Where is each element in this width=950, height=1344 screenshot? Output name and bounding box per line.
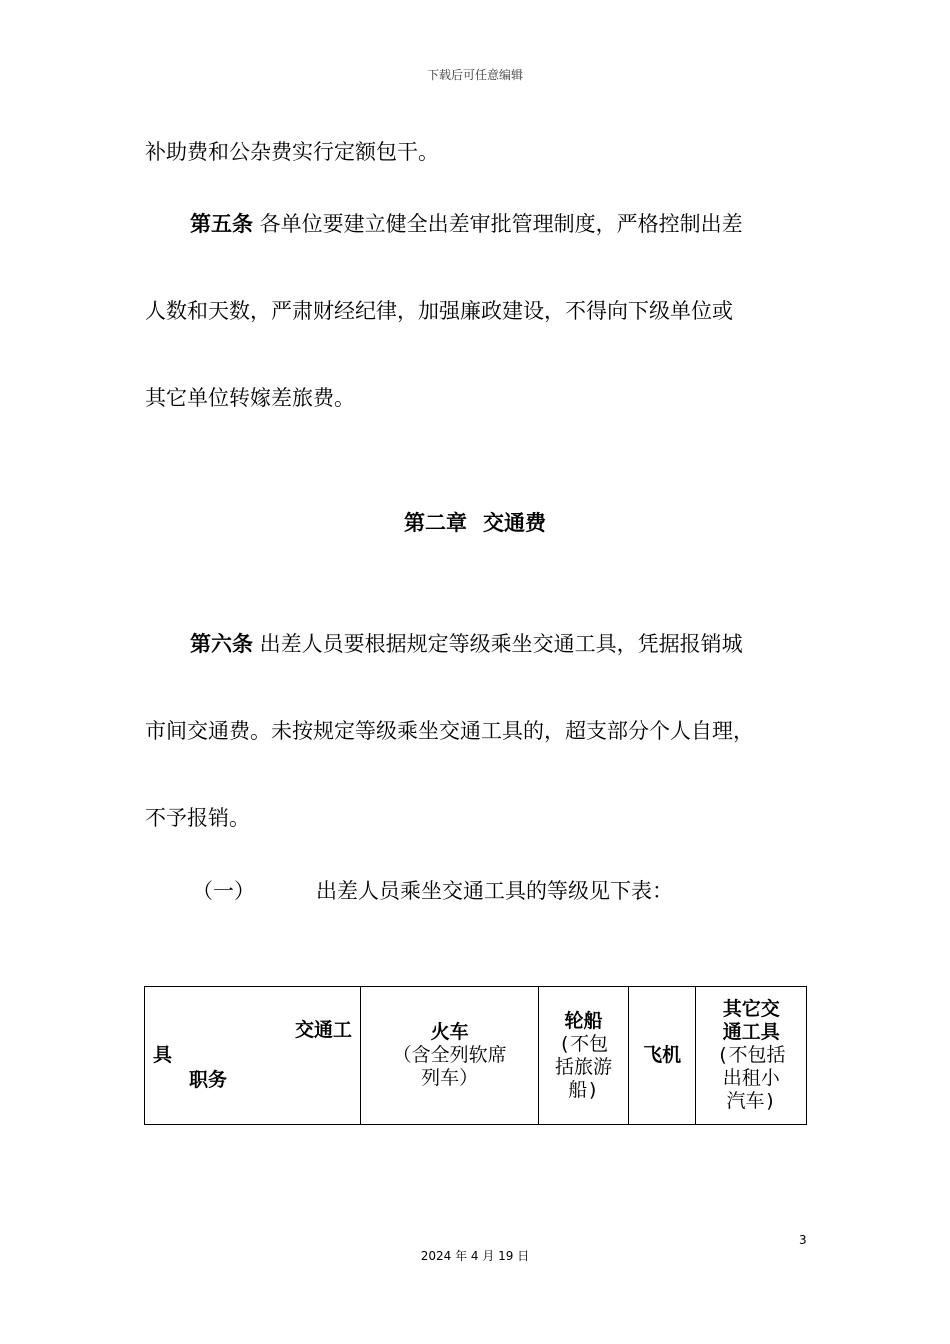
ship-note-2: 括旅游 [554, 1055, 612, 1078]
chapter-name: 交通费 [483, 511, 546, 535]
ship-header-cell [539, 987, 629, 1125]
article-6-text-1: 出差人员要根据规定等级乘坐交通工具，凭据报销城 [253, 632, 743, 656]
other-title-2: 通工具 [722, 1021, 780, 1043]
corner-label-transport: 交通工 [294, 1019, 352, 1041]
other-title-1: 其它交 [722, 998, 780, 1020]
corner-label-transport-end: 具 [153, 1044, 173, 1066]
article-5-line-3: 其它单位转嫁差旅费。 [145, 386, 355, 410]
train-title: 火车 [430, 1021, 469, 1043]
chapter-number: 第二章 [404, 511, 467, 535]
article-6-line-2: 市间交通费。未按规定等级乘坐交通工具的，超支部分个人自理， [145, 719, 754, 743]
train-note-2: 列车） [421, 1067, 479, 1089]
article-5-label: 第五条 [190, 212, 253, 236]
train-header-cell [361, 987, 539, 1125]
ship-note-1: (不包 [558, 1032, 609, 1055]
article-6-line-1 [190, 629, 855, 659]
article-5-line-2: 人数和天数，严肃财经纪律，加强廉政建设，不得向下级单位或 [145, 299, 733, 323]
page-header: 下载后可任意编辑 [426, 68, 523, 82]
article-5-text-1: 各单位要建立健全出差审批管理制度，严格控制出差 [253, 212, 743, 236]
transport-grade-table [144, 986, 807, 1125]
ship-title: 轮船 [564, 1009, 603, 1032]
plane-header-cell [628, 987, 696, 1125]
other-header-cell [696, 987, 807, 1125]
train-note-1: （含全列软席 [392, 1044, 507, 1066]
table-header-row [145, 987, 807, 1125]
subsection-number: （一） [192, 879, 255, 903]
other-note-3: 汽车) [726, 1090, 776, 1112]
ship-note-3: 船) [568, 1078, 599, 1101]
chapter-title [0, 507, 950, 537]
corner-label-position: 职务 [189, 1069, 228, 1091]
article-6-line-3: 不予报销。 [145, 806, 250, 830]
other-note-2: 出租小 [722, 1067, 780, 1089]
subsection-text: 出差人员乘坐交通工具的等级见下表： [316, 879, 673, 903]
corner-header-cell [145, 987, 361, 1125]
page-number: 3 [799, 1233, 807, 1247]
footer-date: 2024 年 4 月 19 日 [420, 1249, 530, 1263]
article-6-label: 第六条 [190, 632, 253, 656]
other-note-1: (不包括 [717, 1044, 786, 1066]
plane-title: 飞机 [643, 1044, 682, 1066]
article-5-line-1 [190, 209, 855, 239]
paragraph-continuation: 补助费和公杂费实行定额包干。 [145, 140, 439, 164]
